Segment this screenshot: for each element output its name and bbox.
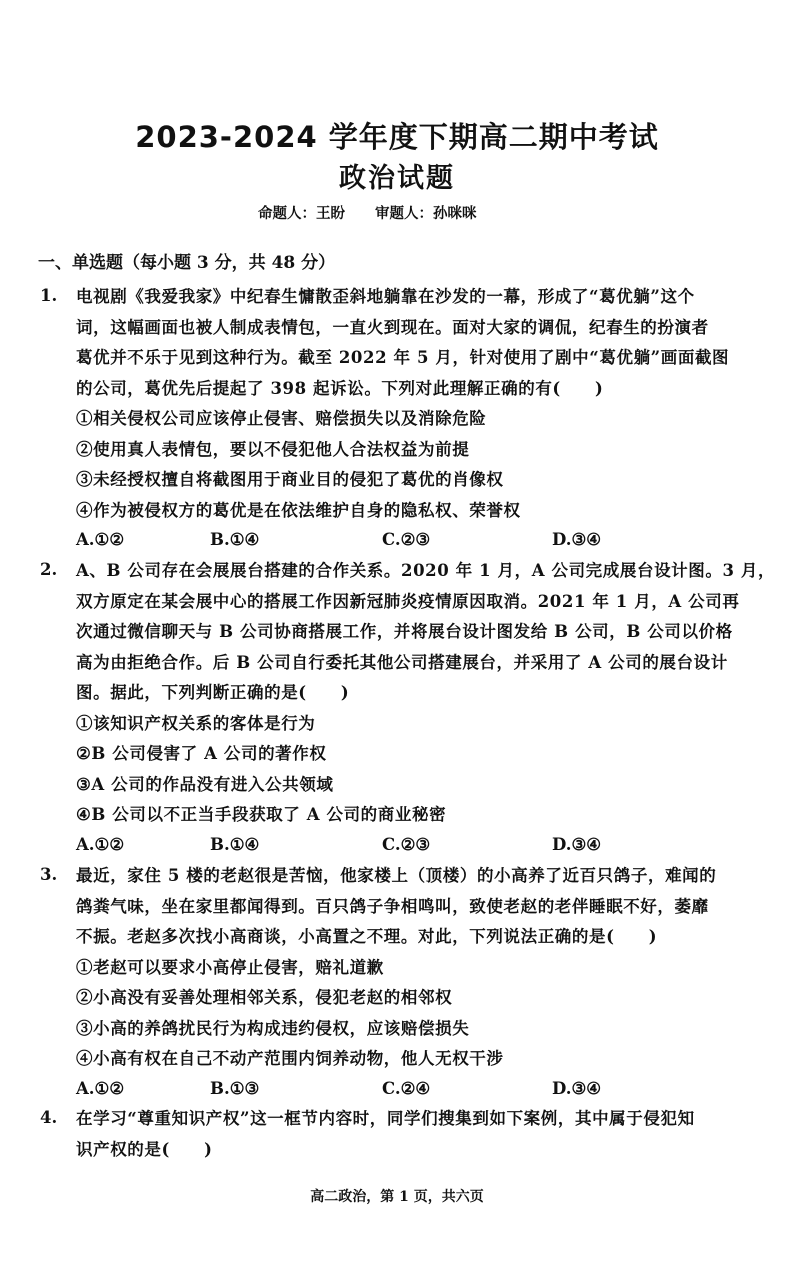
question-number: 1. xyxy=(40,286,58,305)
setter-label: 命题人：王盼 xyxy=(258,205,345,222)
question-stem-line: 图。据此，下列判断正确的是( ) xyxy=(76,683,350,702)
question-stem-line: 词，这幅画面也被人制成表情包，一直火到现在。面对大家的调侃，纪春生的扮演者 xyxy=(76,317,709,337)
answer-option: D.③④ xyxy=(552,530,602,549)
question-stem-line: 鸽粪气味，坐在家里都闻得到。百只鸽子争相鸣叫，致使老赵的老伴睡眠不好，萎靡 xyxy=(76,896,709,916)
question-stem-line: 次通过微信聊天与 B 公司协商搭展工作，并将展台设计图发给 B 公司，B 公司以价格 xyxy=(76,622,733,641)
answer-option: C.②③ xyxy=(382,834,431,854)
question-number: 2. xyxy=(40,560,58,579)
answer-option: B.①④ xyxy=(210,834,260,854)
authors-line xyxy=(258,202,477,223)
exam-subtitle: 政治试题 xyxy=(339,163,455,194)
statement-item: ①相关侵权公司应该停止侵害、赔偿损失以及消除危险 xyxy=(76,409,487,428)
answer-option: D.③④ xyxy=(552,834,602,854)
question-stem-line: 双方原定在某会展中心的搭展工作因新冠肺炎疫情原因取消。2021 年 1 月，A 公司再 xyxy=(76,591,740,611)
question-stem-line: 在学习“尊重知识产权”这一框节内容时，同学们搜集到如下案例，其中属于侵犯知 xyxy=(76,1109,695,1128)
statement-item: ①老赵可以要求小高停止侵害，赔礼道歉 xyxy=(76,957,384,977)
question-stem-line: 的公司，葛优先后提起了 398 起诉讼。下列对此理解正确的有( ) xyxy=(76,378,604,398)
answer-option: A.①② xyxy=(76,530,125,549)
question-stem-line: 电视剧《我爱我家》中纪春生慵散歪斜地躺靠在沙发的一幕，形成了“葛优躺”这个 xyxy=(76,287,695,306)
answer-option: D.③④ xyxy=(552,1078,602,1098)
statement-item: ④B 公司以不正当手段获取了 A 公司的商业秘密 xyxy=(76,805,447,824)
reviewer-label: 审题人：孙咪咪 xyxy=(375,205,477,222)
question-stem-line: 高为由拒绝合作。后 B 公司自行委托其他公司搭建展台，并采用了 A 公司的展台设计 xyxy=(76,652,728,672)
statement-item: ①该知识产权关系的客体是行为 xyxy=(76,713,316,733)
statement-item: ③未经授权擅自将截图用于商业目的侵犯了葛优的肖像权 xyxy=(76,470,504,489)
question-number: 3. xyxy=(40,865,58,884)
page-footer: 高二政治，第 1 页，共六页 xyxy=(310,1189,484,1205)
answer-option: A.①② xyxy=(76,1078,125,1098)
statement-item: ④小高有权在自己不动产范围内饲养动物，他人无权干涉 xyxy=(76,1049,504,1068)
answer-option: A.①② xyxy=(76,834,125,854)
question-number: 4. xyxy=(40,1108,58,1127)
answer-option: C.②③ xyxy=(382,530,431,549)
section-title: 一、单选题（每小题 3 分，共 48 分） xyxy=(38,253,336,273)
answer-option: B.①④ xyxy=(210,530,260,549)
statement-item: ③A 公司的作品没有进入公共领域 xyxy=(76,774,334,794)
exam-title: 2023-2024 学年度下期高二期中考试 xyxy=(135,120,659,154)
answer-option: B.①③ xyxy=(210,1078,260,1098)
answer-option: C.②④ xyxy=(382,1078,431,1098)
question-stem-line: 葛优并不乐于见到这种行为。截至 2022 年 5 月，针对使用了剧中“葛优躺”画面截图 xyxy=(76,348,730,367)
statement-item: ②使用真人表情包，要以不侵犯他人合法权益为前提 xyxy=(76,439,470,459)
question-stem-line: A、B 公司存在会展展台搭建的合作关系。2020 年 1 月，A 公司完成展台设计图。3 月， xyxy=(76,561,776,580)
statement-item: ②B 公司侵害了 A 公司的著作权 xyxy=(76,744,327,763)
question-stem-line: 识产权的是( ) xyxy=(76,1139,213,1159)
statement-item: ②小高没有妥善处理相邻关系，侵犯老赵的相邻权 xyxy=(76,988,453,1007)
statement-item: ④作为被侵权方的葛优是在依法维护自身的隐私权、荣誉权 xyxy=(76,500,521,520)
question-stem-line: 最近，家住 5 楼的老赵很是苦恼，他家楼上（顶楼）的小高养了近百只鸽子，难闻的 xyxy=(76,866,717,885)
statement-item: ③小高的养鸽扰民行为构成违约侵权，应该赔偿损失 xyxy=(76,1018,470,1038)
question-stem-line: 不振。老赵多次找小高商谈，小高置之不理。对此，下列说法正确的是( ) xyxy=(76,927,658,946)
